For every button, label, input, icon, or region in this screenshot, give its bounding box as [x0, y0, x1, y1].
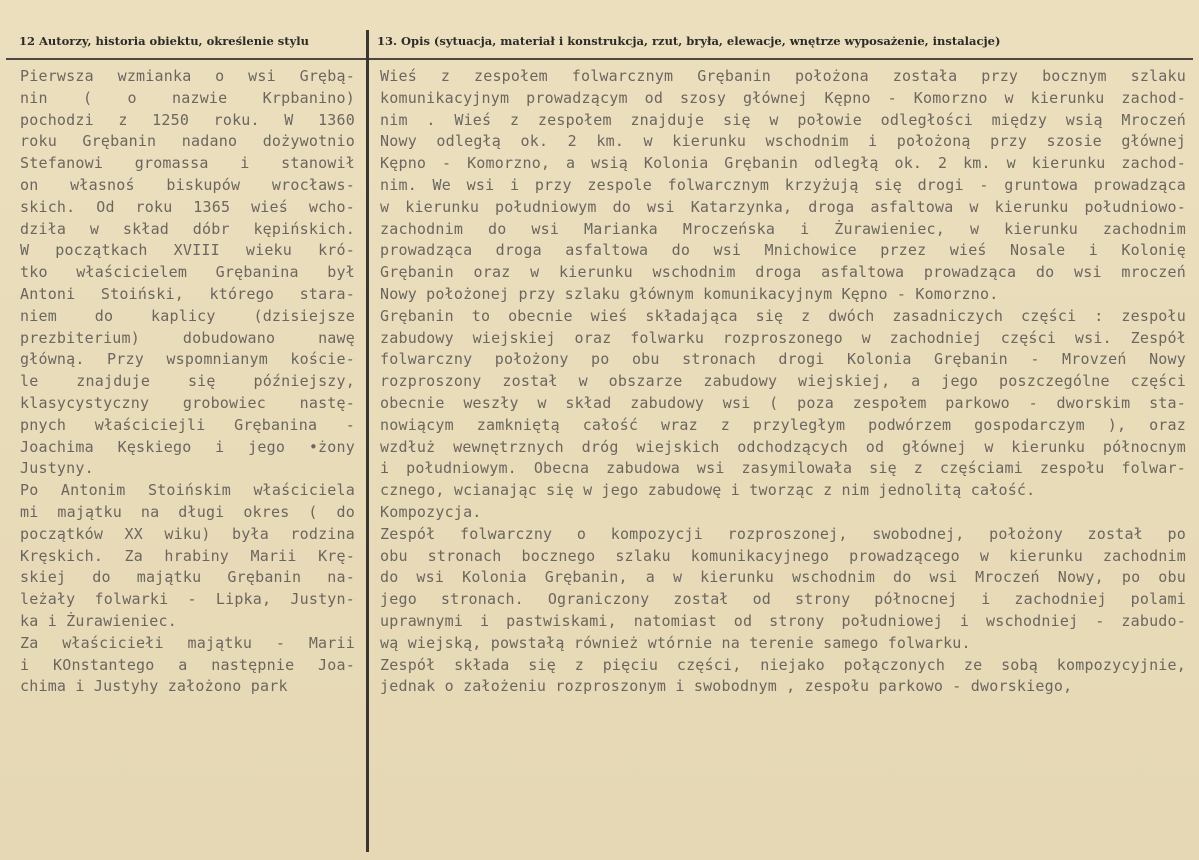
text-line: Kępno - Komorzno, a wsią Kolonia Grębanin odległą ok. 2 km. w kierunku zachod-	[380, 154, 1186, 173]
description-text-column	[380, 66, 1186, 698]
text-line: i południowym. Obecna zabudowa wsi zasymilowała się z częściami zespołu folwar-	[380, 459, 1186, 478]
text-line: Stefanowi gromassa i stanowił	[20, 154, 355, 173]
text-line: Nowy odległą ok. 2 km. w kierunku wschodnim i położoną przy szosie głównej	[380, 132, 1186, 151]
text-line: ka i Żurawieniec.	[20, 611, 177, 630]
text-line: w kierunku południowym do wsi Katarzynka, droga asfaltowa w kierunku południowo-	[380, 197, 1186, 216]
field-header-description: 13. Opis (sytuacja, materiał i konstrukcja, rzut, bryła, elewacje, wnętrze wyposażenie, instalacje)	[377, 34, 1001, 48]
text-line: obecnie weszły w skład zabudowy wsi ( poza zespołem parkowo - dworskim sta-	[380, 393, 1186, 412]
text-line: nin ( o nazwie Krpbanino)	[20, 88, 355, 107]
text-line: pnych właściciejli Grębanina -	[20, 415, 355, 434]
text-line: główną. Przy wspomnianym koście-	[20, 350, 355, 369]
text-line: zachodnim do wsi Marianka Mroczeńska i Żurawieniec, w kierunku zachodnim	[380, 219, 1186, 238]
text-line: obu stronach bocznego szlaku komunikacyjnego prowadzącego w kierunku zachodnim	[380, 546, 1186, 565]
history-text-column	[20, 66, 355, 698]
text-line: klasycystyczny grobowiec nastę-	[20, 393, 355, 412]
text-line: skiej do majątku Grębanin na-	[20, 568, 355, 587]
text-line: prezbiterium) dobudowano nawę	[20, 328, 355, 347]
text-line: jego stronach. Ograniczony został od strony północnej i zachodniej polami	[380, 590, 1186, 609]
text-line: wzdłuż wewnętrznych dróg wiejskich odchodzących od głównej w kierunku północnym	[380, 437, 1186, 456]
text-line: dziła w skład dóbr kępińskich.	[20, 219, 355, 238]
text-line: i KOnstantego a następnie Joa-	[20, 655, 355, 674]
text-line: tko właścicielem Grębanina był	[20, 263, 355, 282]
text-line: mi majątku na długi okres ( do	[20, 502, 355, 521]
text-line: on własnoś biskupów wrocławs-	[20, 175, 355, 194]
text-line: Grębanin oraz w kierunku wschodnim droga asfaltowa prowadząca do wsi mroczeń	[380, 263, 1186, 282]
text-line: rozproszony został w obszarze zabudowy wiejskiej, a jego poszczególne części	[380, 372, 1186, 391]
text-line: prowadząca droga asfaltowa do wsi Mnichowice przez wieś Nosale i Kolonię	[380, 241, 1186, 260]
text-line: pochodzi z 1250 roku. W 1360	[20, 110, 355, 129]
text-line: Kręskich. Za hrabiny Marii Krę-	[20, 546, 355, 565]
header-rule	[6, 58, 1193, 60]
text-line: Grębanin to obecnie wieś składająca się z dwóch zasadniczych części : zespołu	[380, 306, 1186, 325]
text-line: leżały folwarki - Lipka, Justyn-	[20, 590, 355, 609]
text-line: cznego, wcianając się w jego zabudowę i tworząc z nim jednolitą całość.	[380, 481, 1036, 500]
text-line: Zespół folwarczny o kompozycji rozproszonej, swobodnej, położony został po	[380, 524, 1186, 543]
text-line: nowiącym zamkniętą całość wraz z przyległym podwórzem gospodarczym ), oraz	[380, 415, 1186, 434]
text-line: nim. We wsi i przy zespole folwarcznym krzyżują się drogi - gruntowa prowadząca	[380, 175, 1186, 194]
text-line: le znajduje się późniejszy,	[20, 372, 355, 391]
field-header-authors-history: 12 Autorzy, historia obiektu, określenie stylu	[19, 34, 309, 48]
column-divider	[366, 30, 369, 852]
text-line: komunikacyjnym prowadzącym od szosy głównej Kępno - Komorzno w kierunku zachod-	[380, 88, 1186, 107]
text-line: Justyny.	[20, 459, 94, 478]
text-line: Nowy położonej przy szlaku głównym komunikacyjnym Kępno - Komorzno.	[380, 284, 999, 303]
text-line: uprawnymi i pastwiskami, natomiast od strony południowej i wschodniej - zabudo-	[380, 611, 1186, 630]
text-line: Joachima Kęskiego i jego •żony	[20, 437, 355, 456]
text-line: Antoni Stoiński, którego stara-	[20, 284, 355, 303]
text-line: Zespół składa się z pięciu części, niejako połączonych ze sobą kompozycyjnie,	[380, 655, 1186, 674]
text-line: wą wiejską, powstałą również wtórnie na terenie samego folwarku.	[380, 633, 971, 652]
text-line: do wsi Kolonia Grębanin, a w kierunku wschodnim do wsi Mroczeń Nowy, po obu	[380, 568, 1186, 587]
text-line: Za właściciełi majątku - Marii	[20, 633, 355, 652]
text-line: W początkach XVIII wieku kró-	[20, 241, 355, 260]
text-line: Wieś z zespołem folwarcznym Grębanin położona została przy bocznym szlaku	[380, 67, 1186, 85]
text-line: Po Antonim Stoińskim właściciela	[20, 481, 355, 500]
text-line: folwarczny położony po obu stronach drogi Kolonia Grębanin - Mrovzeń Nowy	[380, 350, 1186, 369]
text-line: początków XX wiku) była rodzina	[20, 524, 355, 543]
text-line: roku Grębanin nadano dożywotnio	[20, 132, 355, 151]
text-line: niem do kaplicy (dzisiejsze	[20, 306, 355, 325]
text-line: jednak o założeniu rozproszonym i swobodnym , zespołu parkowo - dworskiego,	[380, 677, 1073, 696]
text-line: zabudowy wiejskiej oraz folwarku rozproszonego w zachodniej części wsi. Zespół	[380, 328, 1186, 347]
text-line: chima i Justyhy założono park	[20, 677, 288, 696]
text-line: Kompozycja.	[380, 502, 482, 521]
text-line: skich. Od roku 1365 wieś wcho-	[20, 197, 355, 216]
text-line: Pierwsza wzmianka o wsi Grębą-	[20, 67, 355, 85]
text-line: nim . Wieś z zespołem znajduje się w połowie odległości między wsią Mroczeń	[380, 110, 1186, 129]
